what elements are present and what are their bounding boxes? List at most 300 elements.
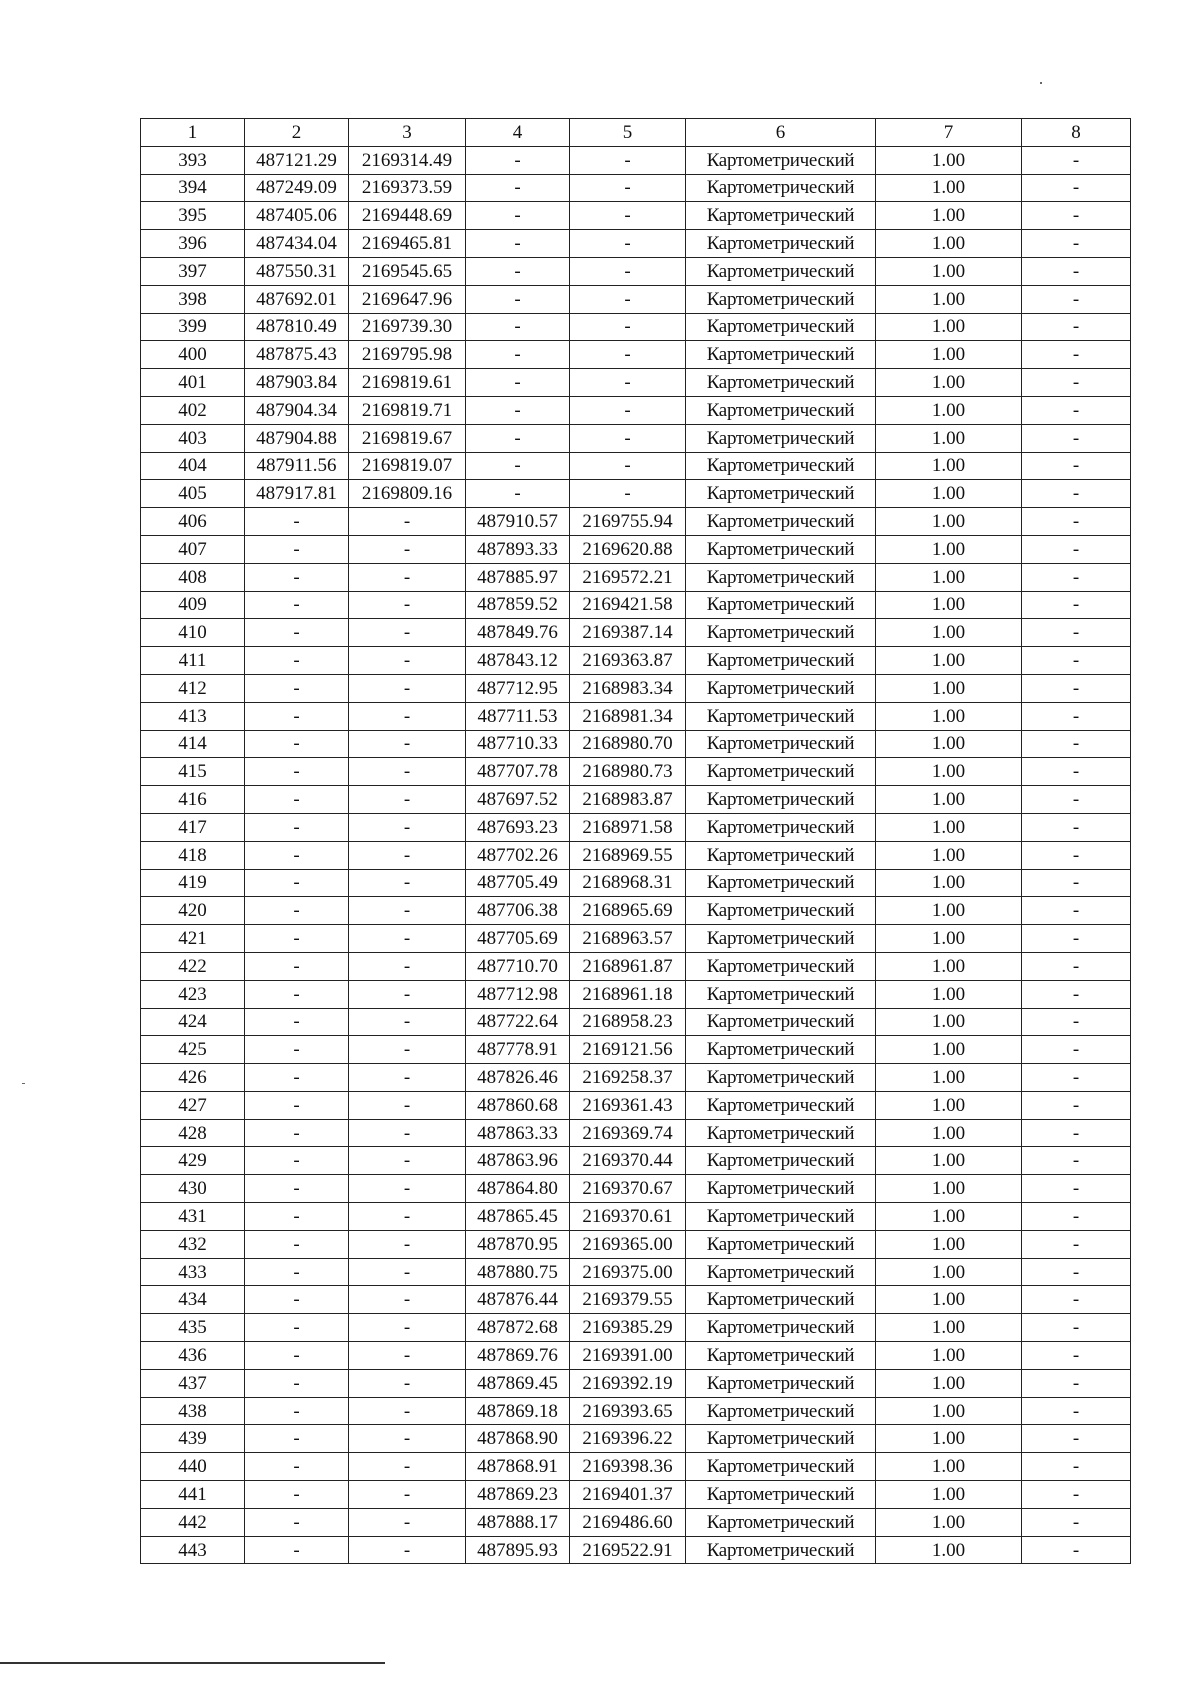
x-coord-new-cell: - — [466, 202, 570, 230]
y-coord-old-cell: - — [349, 1008, 466, 1036]
table-row — [141, 980, 1131, 1008]
y-coord-old-cell: - — [349, 1397, 466, 1425]
method-cell: Картометрический — [686, 1036, 876, 1064]
table-row — [141, 424, 1131, 452]
point-number-cell: 434 — [141, 1286, 245, 1314]
accuracy-cell: 1.00 — [876, 452, 1022, 480]
x-coord-old-cell: - — [245, 1342, 349, 1370]
point-number-cell: 432 — [141, 1230, 245, 1258]
point-number-cell: 429 — [141, 1147, 245, 1175]
y-coord-old-cell: - — [349, 1091, 466, 1119]
point-number-cell: 416 — [141, 786, 245, 814]
y-coord-new-cell: 2169620.88 — [570, 535, 686, 563]
description-cell: - — [1022, 1508, 1131, 1536]
y-coord-new-cell: - — [570, 480, 686, 508]
x-coord-old-cell: - — [245, 1453, 349, 1481]
description-cell: - — [1022, 813, 1131, 841]
table-row — [141, 1286, 1131, 1314]
column-header-2: 2 — [245, 119, 349, 147]
description-cell: - — [1022, 702, 1131, 730]
x-coord-new-cell: 487895.93 — [466, 1536, 570, 1564]
point-number-cell: 397 — [141, 257, 245, 285]
method-cell: Картометрический — [686, 341, 876, 369]
x-coord-old-cell: - — [245, 508, 349, 536]
point-number-cell: 406 — [141, 508, 245, 536]
accuracy-cell: 1.00 — [876, 786, 1022, 814]
y-coord-new-cell: - — [570, 452, 686, 480]
y-coord-old-cell: - — [349, 563, 466, 591]
method-cell: Картометрический — [686, 1369, 876, 1397]
table-row — [141, 1036, 1131, 1064]
y-coord-old-cell: - — [349, 1203, 466, 1231]
column-header-6: 6 — [686, 119, 876, 147]
accuracy-cell: 1.00 — [876, 813, 1022, 841]
y-coord-new-cell: - — [570, 341, 686, 369]
x-coord-old-cell: - — [245, 702, 349, 730]
accuracy-cell: 1.00 — [876, 257, 1022, 285]
method-cell: Картометрический — [686, 758, 876, 786]
description-cell: - — [1022, 1453, 1131, 1481]
x-coord-old-cell: - — [245, 1314, 349, 1342]
method-cell: Картометрический — [686, 508, 876, 536]
y-coord-old-cell: - — [349, 647, 466, 675]
table-row — [141, 202, 1131, 230]
method-cell: Картометрический — [686, 1425, 876, 1453]
description-cell: - — [1022, 1369, 1131, 1397]
description-cell: - — [1022, 1036, 1131, 1064]
y-coord-new-cell: 2169421.58 — [570, 591, 686, 619]
accuracy-cell: 1.00 — [876, 285, 1022, 313]
x-coord-new-cell: - — [466, 257, 570, 285]
description-cell: - — [1022, 952, 1131, 980]
y-coord-new-cell: 2168983.34 — [570, 674, 686, 702]
y-coord-old-cell: 2169739.30 — [349, 313, 466, 341]
x-coord-old-cell: 487917.81 — [245, 480, 349, 508]
y-coord-new-cell: - — [570, 313, 686, 341]
y-coord-old-cell: 2169819.71 — [349, 396, 466, 424]
description-cell: - — [1022, 424, 1131, 452]
y-coord-new-cell: - — [570, 202, 686, 230]
point-number-cell: 427 — [141, 1091, 245, 1119]
y-coord-new-cell: 2168980.73 — [570, 758, 686, 786]
y-coord-new-cell: 2169370.61 — [570, 1203, 686, 1231]
accuracy-cell: 1.00 — [876, 230, 1022, 258]
x-coord-old-cell: - — [245, 813, 349, 841]
x-coord-old-cell: - — [245, 786, 349, 814]
point-number-cell: 398 — [141, 285, 245, 313]
point-number-cell: 433 — [141, 1258, 245, 1286]
y-coord-new-cell: 2168971.58 — [570, 813, 686, 841]
x-coord-new-cell: 487707.78 — [466, 758, 570, 786]
table-row — [141, 535, 1131, 563]
x-coord-old-cell: 487434.04 — [245, 230, 349, 258]
method-cell: Картометрический — [686, 952, 876, 980]
column-header-3: 3 — [349, 119, 466, 147]
method-cell: Картометрический — [686, 813, 876, 841]
point-number-cell: 428 — [141, 1119, 245, 1147]
accuracy-cell: 1.00 — [876, 869, 1022, 897]
y-coord-new-cell: 2168961.18 — [570, 980, 686, 1008]
y-coord-old-cell: - — [349, 758, 466, 786]
y-coord-new-cell: - — [570, 285, 686, 313]
table-row — [141, 1147, 1131, 1175]
description-cell: - — [1022, 563, 1131, 591]
description-cell: - — [1022, 1175, 1131, 1203]
description-cell: - — [1022, 1091, 1131, 1119]
x-coord-new-cell: 487710.33 — [466, 730, 570, 758]
method-cell: Картометрический — [686, 1008, 876, 1036]
x-coord-old-cell: - — [245, 1175, 349, 1203]
point-number-cell: 402 — [141, 396, 245, 424]
y-coord-old-cell: - — [349, 1314, 466, 1342]
accuracy-cell: 1.00 — [876, 202, 1022, 230]
accuracy-cell: 1.00 — [876, 508, 1022, 536]
x-coord-new-cell: 487872.68 — [466, 1314, 570, 1342]
point-number-cell: 437 — [141, 1369, 245, 1397]
point-number-cell: 436 — [141, 1342, 245, 1370]
y-coord-old-cell: 2169647.96 — [349, 285, 466, 313]
description-cell: - — [1022, 619, 1131, 647]
method-cell: Картометрический — [686, 841, 876, 869]
x-coord-old-cell: - — [245, 1119, 349, 1147]
point-number-cell: 414 — [141, 730, 245, 758]
table-row — [141, 1369, 1131, 1397]
column-header-1: 1 — [141, 119, 245, 147]
x-coord-old-cell: - — [245, 1091, 349, 1119]
method-cell: Картометрический — [686, 1175, 876, 1203]
y-coord-old-cell: - — [349, 1286, 466, 1314]
y-coord-new-cell: - — [570, 174, 686, 202]
point-number-cell: 408 — [141, 563, 245, 591]
description-cell: - — [1022, 1147, 1131, 1175]
y-coord-new-cell: 2169755.94 — [570, 508, 686, 536]
point-number-cell: 431 — [141, 1203, 245, 1231]
x-coord-new-cell: 487869.45 — [466, 1369, 570, 1397]
method-cell: Картометрический — [686, 1342, 876, 1370]
method-cell: Картометрический — [686, 647, 876, 675]
table-row — [141, 313, 1131, 341]
y-coord-new-cell: 2169522.91 — [570, 1536, 686, 1564]
column-header-8: 8 — [1022, 119, 1131, 147]
point-number-cell: 395 — [141, 202, 245, 230]
x-coord-old-cell: - — [245, 1286, 349, 1314]
accuracy-cell: 1.00 — [876, 1091, 1022, 1119]
description-cell: - — [1022, 535, 1131, 563]
point-number-cell: 400 — [141, 341, 245, 369]
y-coord-old-cell: - — [349, 897, 466, 925]
x-coord-old-cell: - — [245, 925, 349, 953]
method-cell: Картометрический — [686, 980, 876, 1008]
table-row — [141, 1008, 1131, 1036]
point-number-cell: 404 — [141, 452, 245, 480]
table-row — [141, 146, 1131, 174]
point-number-cell: 421 — [141, 925, 245, 953]
y-coord-old-cell: - — [349, 1342, 466, 1370]
point-number-cell: 401 — [141, 369, 245, 397]
x-coord-old-cell: - — [245, 980, 349, 1008]
x-coord-new-cell: 487869.76 — [466, 1342, 570, 1370]
x-coord-new-cell: 487843.12 — [466, 647, 570, 675]
method-cell: Картометрический — [686, 591, 876, 619]
table-row — [141, 480, 1131, 508]
y-coord-old-cell: - — [349, 1175, 466, 1203]
table-row — [141, 257, 1131, 285]
y-coord-old-cell: - — [349, 535, 466, 563]
x-coord-new-cell: - — [466, 452, 570, 480]
y-coord-old-cell: 2169373.59 — [349, 174, 466, 202]
point-number-cell: 420 — [141, 897, 245, 925]
x-coord-new-cell: 487869.23 — [466, 1481, 570, 1509]
table-row — [141, 1397, 1131, 1425]
point-number-cell: 412 — [141, 674, 245, 702]
point-number-cell: 426 — [141, 1064, 245, 1092]
y-coord-old-cell: - — [349, 1453, 466, 1481]
point-number-cell: 410 — [141, 619, 245, 647]
description-cell: - — [1022, 758, 1131, 786]
table-row — [141, 563, 1131, 591]
point-number-cell: 403 — [141, 424, 245, 452]
y-coord-new-cell: 2169486.60 — [570, 1508, 686, 1536]
method-cell: Картометрический — [686, 257, 876, 285]
y-coord-new-cell: 2169393.65 — [570, 1397, 686, 1425]
x-coord-new-cell: - — [466, 341, 570, 369]
accuracy-cell: 1.00 — [876, 535, 1022, 563]
point-number-cell: 411 — [141, 647, 245, 675]
x-coord-new-cell: 487863.33 — [466, 1119, 570, 1147]
method-cell: Картометрический — [686, 313, 876, 341]
accuracy-cell: 1.00 — [876, 563, 1022, 591]
y-coord-old-cell: 2169314.49 — [349, 146, 466, 174]
table-row — [141, 1508, 1131, 1536]
x-coord-old-cell: - — [245, 647, 349, 675]
table-row — [141, 369, 1131, 397]
accuracy-cell: 1.00 — [876, 980, 1022, 1008]
table-row — [141, 1342, 1131, 1370]
accuracy-cell: 1.00 — [876, 591, 1022, 619]
coordinates-table — [140, 118, 1131, 1564]
point-number-cell: 394 — [141, 174, 245, 202]
method-cell: Картометрический — [686, 1508, 876, 1536]
x-coord-new-cell: 487868.90 — [466, 1425, 570, 1453]
point-number-cell: 415 — [141, 758, 245, 786]
description-cell: - — [1022, 1397, 1131, 1425]
y-coord-new-cell: 2169370.44 — [570, 1147, 686, 1175]
x-coord-old-cell: - — [245, 869, 349, 897]
method-cell: Картометрический — [686, 1064, 876, 1092]
accuracy-cell: 1.00 — [876, 1425, 1022, 1453]
method-cell: Картометрический — [686, 174, 876, 202]
x-coord-old-cell: 487249.09 — [245, 174, 349, 202]
y-coord-old-cell: - — [349, 952, 466, 980]
y-coord-new-cell: 2168969.55 — [570, 841, 686, 869]
accuracy-cell: 1.00 — [876, 1397, 1022, 1425]
description-cell: - — [1022, 591, 1131, 619]
table-row — [141, 786, 1131, 814]
x-coord-new-cell: 487870.95 — [466, 1230, 570, 1258]
y-coord-old-cell: - — [349, 1369, 466, 1397]
point-number-cell: 396 — [141, 230, 245, 258]
x-coord-new-cell: - — [466, 424, 570, 452]
accuracy-cell: 1.00 — [876, 1175, 1022, 1203]
x-coord-old-cell: - — [245, 674, 349, 702]
y-coord-old-cell: - — [349, 730, 466, 758]
x-coord-old-cell: - — [245, 1008, 349, 1036]
description-cell: - — [1022, 480, 1131, 508]
table-row — [141, 813, 1131, 841]
description-cell: - — [1022, 1203, 1131, 1231]
y-coord-old-cell: 2169819.07 — [349, 452, 466, 480]
x-coord-old-cell: - — [245, 1425, 349, 1453]
x-coord-old-cell: 487692.01 — [245, 285, 349, 313]
method-cell: Картометрический — [686, 424, 876, 452]
table-row — [141, 1453, 1131, 1481]
accuracy-cell: 1.00 — [876, 341, 1022, 369]
method-cell: Картометрический — [686, 230, 876, 258]
x-coord-new-cell: 487865.45 — [466, 1203, 570, 1231]
x-coord-old-cell: - — [245, 1369, 349, 1397]
y-coord-new-cell: - — [570, 396, 686, 424]
column-header-4: 4 — [466, 119, 570, 147]
y-coord-old-cell: 2169819.61 — [349, 369, 466, 397]
accuracy-cell: 1.00 — [876, 647, 1022, 675]
accuracy-cell: 1.00 — [876, 730, 1022, 758]
y-coord-new-cell: 2168958.23 — [570, 1008, 686, 1036]
point-number-cell: 409 — [141, 591, 245, 619]
method-cell: Картометрический — [686, 202, 876, 230]
table-row — [141, 897, 1131, 925]
y-coord-old-cell: 2169795.98 — [349, 341, 466, 369]
y-coord-old-cell: - — [349, 1119, 466, 1147]
x-coord-old-cell: 487121.29 — [245, 146, 349, 174]
method-cell: Картометрический — [686, 535, 876, 563]
y-coord-old-cell: - — [349, 1425, 466, 1453]
y-coord-new-cell: 2169392.19 — [570, 1369, 686, 1397]
y-coord-old-cell: - — [349, 841, 466, 869]
y-coord-old-cell: - — [349, 591, 466, 619]
accuracy-cell: 1.00 — [876, 1147, 1022, 1175]
y-coord-new-cell: 2169385.29 — [570, 1314, 686, 1342]
table-row — [141, 647, 1131, 675]
table-row — [141, 230, 1131, 258]
x-coord-new-cell: 487697.52 — [466, 786, 570, 814]
description-cell: - — [1022, 841, 1131, 869]
table-row — [141, 174, 1131, 202]
point-number-cell: 435 — [141, 1314, 245, 1342]
description-cell: - — [1022, 647, 1131, 675]
table-row — [141, 1314, 1131, 1342]
x-coord-old-cell: - — [245, 619, 349, 647]
y-coord-new-cell: - — [570, 146, 686, 174]
point-number-cell: 418 — [141, 841, 245, 869]
accuracy-cell: 1.00 — [876, 146, 1022, 174]
description-cell: - — [1022, 1286, 1131, 1314]
method-cell: Картометрический — [686, 1481, 876, 1509]
y-coord-old-cell: - — [349, 702, 466, 730]
x-coord-old-cell: - — [245, 591, 349, 619]
x-coord-old-cell: - — [245, 1536, 349, 1564]
point-number-cell: 423 — [141, 980, 245, 1008]
method-cell: Картометрический — [686, 1230, 876, 1258]
y-coord-new-cell: - — [570, 369, 686, 397]
accuracy-cell: 1.00 — [876, 758, 1022, 786]
y-coord-old-cell: - — [349, 1147, 466, 1175]
y-coord-old-cell: 2169545.65 — [349, 257, 466, 285]
accuracy-cell: 1.00 — [876, 1203, 1022, 1231]
method-cell: Картометрический — [686, 619, 876, 647]
x-coord-new-cell: 487876.44 — [466, 1286, 570, 1314]
method-cell: Картометрический — [686, 480, 876, 508]
x-coord-new-cell: 487864.80 — [466, 1175, 570, 1203]
accuracy-cell: 1.00 — [876, 1342, 1022, 1370]
description-cell: - — [1022, 174, 1131, 202]
x-coord-new-cell: 487711.53 — [466, 702, 570, 730]
x-coord-new-cell: 487826.46 — [466, 1064, 570, 1092]
y-coord-new-cell: 2168981.34 — [570, 702, 686, 730]
x-coord-old-cell: 487550.31 — [245, 257, 349, 285]
x-coord-new-cell: - — [466, 480, 570, 508]
point-number-cell: 439 — [141, 1425, 245, 1453]
y-coord-old-cell: - — [349, 925, 466, 953]
description-cell: - — [1022, 1064, 1131, 1092]
y-coord-old-cell: 2169465.81 — [349, 230, 466, 258]
y-coord-new-cell: 2169121.56 — [570, 1036, 686, 1064]
table-body — [141, 146, 1131, 1564]
x-coord-new-cell: - — [466, 369, 570, 397]
y-coord-old-cell: - — [349, 1481, 466, 1509]
y-coord-old-cell: - — [349, 508, 466, 536]
description-cell: - — [1022, 674, 1131, 702]
accuracy-cell: 1.00 — [876, 1508, 1022, 1536]
x-coord-new-cell: - — [466, 313, 570, 341]
y-coord-new-cell: 2169370.67 — [570, 1175, 686, 1203]
x-coord-old-cell: - — [245, 1397, 349, 1425]
accuracy-cell: 1.00 — [876, 897, 1022, 925]
y-coord-new-cell: 2169258.37 — [570, 1064, 686, 1092]
accuracy-cell: 1.00 — [876, 369, 1022, 397]
table-row — [141, 396, 1131, 424]
y-coord-old-cell: - — [349, 869, 466, 897]
x-coord-old-cell: - — [245, 841, 349, 869]
y-coord-new-cell: 2169369.74 — [570, 1119, 686, 1147]
method-cell: Картометрический — [686, 1397, 876, 1425]
x-coord-old-cell: - — [245, 1481, 349, 1509]
x-coord-new-cell: 487702.26 — [466, 841, 570, 869]
accuracy-cell: 1.00 — [876, 1258, 1022, 1286]
table-row — [141, 452, 1131, 480]
method-cell: Картометрический — [686, 1453, 876, 1481]
accuracy-cell: 1.00 — [876, 1064, 1022, 1092]
y-coord-old-cell: - — [349, 813, 466, 841]
accuracy-cell: 1.00 — [876, 313, 1022, 341]
table-row — [141, 841, 1131, 869]
description-cell: - — [1022, 313, 1131, 341]
accuracy-cell: 1.00 — [876, 952, 1022, 980]
point-number-cell: 413 — [141, 702, 245, 730]
accuracy-cell: 1.00 — [876, 925, 1022, 953]
x-coord-new-cell: 487849.76 — [466, 619, 570, 647]
x-coord-new-cell: 487706.38 — [466, 897, 570, 925]
x-coord-new-cell: 487712.98 — [466, 980, 570, 1008]
method-cell: Картометрический — [686, 925, 876, 953]
table-row — [141, 1119, 1131, 1147]
x-coord-old-cell: - — [245, 1258, 349, 1286]
description-cell: - — [1022, 786, 1131, 814]
y-coord-new-cell: 2168968.31 — [570, 869, 686, 897]
y-coord-new-cell: 2169572.21 — [570, 563, 686, 591]
accuracy-cell: 1.00 — [876, 1314, 1022, 1342]
table-row — [141, 702, 1131, 730]
y-coord-old-cell: - — [349, 674, 466, 702]
